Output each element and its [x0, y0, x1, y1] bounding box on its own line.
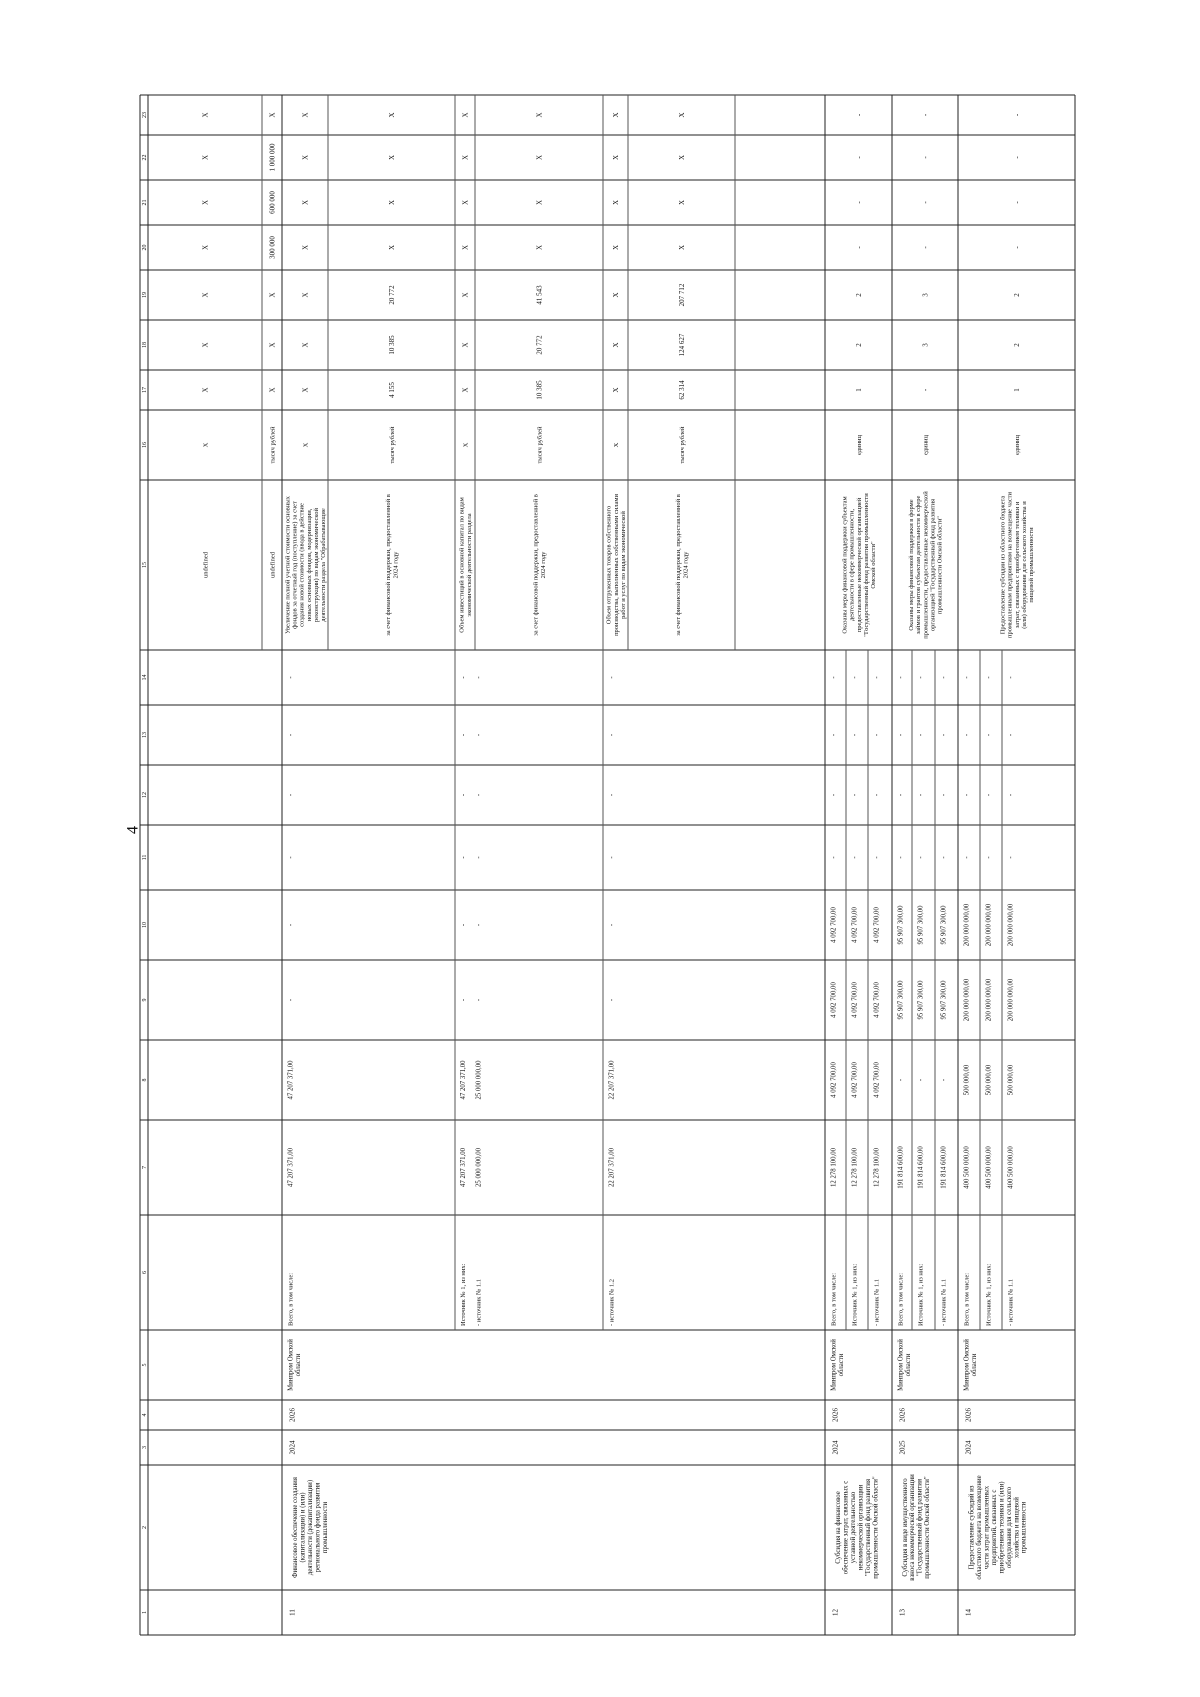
- column-number: 22: [142, 154, 149, 161]
- source-value: -: [830, 793, 838, 797]
- indicator-value: X: [461, 154, 470, 161]
- source-label: - источник № 1.2: [608, 1279, 616, 1326]
- source-value: -: [940, 676, 948, 679]
- indicator-value: X: [268, 292, 277, 298]
- source-value: 95 907 300,00: [897, 905, 905, 945]
- source-value: 4 092 700,00: [873, 907, 881, 943]
- source-value: 200 000 000,00: [963, 978, 971, 1022]
- indicator-value: -: [854, 246, 863, 249]
- source-value: 25 000 000,00: [475, 1060, 483, 1100]
- source-value: -: [985, 676, 993, 679]
- indicator-value: X: [611, 112, 620, 118]
- source-value: -: [459, 998, 467, 1002]
- indicator-name: за счет финансовой поддержки, предоставленной в2024 году: [675, 494, 690, 636]
- indicator-value: 20 772: [387, 285, 396, 305]
- source-value: -: [985, 856, 993, 859]
- indicator-unit: единиц: [1013, 434, 1021, 456]
- indicator-value: 4 155: [387, 382, 396, 398]
- indicator-value: -: [854, 156, 863, 159]
- indicator-value: X: [461, 387, 470, 393]
- source-value: 4 092 700,00: [873, 982, 881, 1018]
- source-value: 191 814 600,00: [940, 1146, 948, 1189]
- source-value: -: [897, 733, 905, 737]
- indicator-value: -: [921, 388, 930, 392]
- indicator-value: X: [301, 244, 310, 251]
- source-value: -: [459, 733, 467, 737]
- indicator-unit: X: [302, 442, 310, 448]
- column-number: 12: [142, 792, 149, 798]
- indicator-value: X: [611, 154, 620, 161]
- indicator-value: X: [201, 199, 210, 206]
- indicator-value: X: [301, 387, 310, 393]
- column-number: 2: [142, 1526, 149, 1529]
- indicator-value: X: [201, 154, 210, 161]
- source-label: Всего, в том числе:: [897, 1272, 905, 1326]
- source-value: 200 000 000,00: [1007, 903, 1015, 947]
- indicator-value: -: [1012, 113, 1021, 117]
- indicator-name: Оказаны меры финансовой поддержки в формезаймов и грантов субъектам деятельности в сферепромышленности, предоставленные некоммерческойорганизацией "Государственный фонд развитияпромышленности Омской области": [907, 491, 944, 639]
- source-value: 4 092 700,00: [830, 982, 838, 1018]
- source-value: 200 000 000,00: [985, 978, 993, 1022]
- row-number: 13: [898, 1609, 907, 1616]
- source-value: -: [287, 733, 295, 737]
- indicator-value: X: [611, 387, 620, 393]
- source-value: -: [1007, 733, 1015, 737]
- indicator-name: за счет финансовой поддержки, предоставленной в2024 году: [385, 494, 400, 636]
- indicator-value: -: [1012, 201, 1021, 204]
- source-value: 12 278 100,00: [873, 1147, 881, 1188]
- column-number: 4: [142, 1413, 149, 1417]
- source-label: Источник № 1, из них:: [985, 1263, 993, 1326]
- indicator-unit: единиц: [855, 434, 863, 456]
- indicator-value: X: [268, 112, 277, 118]
- source-value: 191 814 600,00: [917, 1146, 925, 1189]
- indicator-name: за счет финансовой поддержки, предоставленной в2024 году: [532, 494, 547, 636]
- source-value: -: [475, 793, 483, 797]
- indicator-value: X: [268, 387, 277, 393]
- indicator-value: X: [535, 244, 544, 251]
- source-value: -: [917, 856, 925, 859]
- source-value: -: [963, 733, 971, 737]
- source-value: 95 907 300,00: [940, 980, 948, 1020]
- indicator-name: undefined: [202, 552, 210, 578]
- source-value: -: [917, 733, 925, 737]
- indicator-value: 3: [921, 293, 930, 297]
- source-value: -: [459, 923, 467, 927]
- source-value: 4 092 700,00: [830, 907, 838, 943]
- source-value: -: [608, 998, 616, 1002]
- source-label: Источник № 1, из них:: [917, 1263, 925, 1326]
- source-value: -: [287, 923, 295, 927]
- indicator-value: -: [1012, 246, 1021, 249]
- indicator-value: X: [201, 244, 210, 251]
- source-value: -: [608, 923, 616, 927]
- source-label: - источник № 1.1: [873, 1279, 881, 1326]
- source-value: 47 207 371,00: [459, 1147, 467, 1188]
- source-value: -: [851, 793, 859, 797]
- executor: Минпром Омскойобласти: [287, 1339, 303, 1391]
- source-value: -: [985, 793, 993, 797]
- column-number: 9: [142, 998, 149, 1002]
- indicator-value: X: [535, 199, 544, 206]
- column-number: 13: [142, 732, 149, 738]
- source-value: 22 207 371,00: [608, 1147, 616, 1188]
- source-value: 95 907 300,00: [917, 905, 925, 945]
- source-value: 400 500 000,00: [963, 1146, 971, 1189]
- indicator-value: X: [301, 199, 310, 206]
- indicator-unit: тысяч рублей: [388, 426, 396, 464]
- source-value: -: [873, 676, 881, 679]
- source-value: -: [608, 793, 616, 797]
- indicator-value: 2: [854, 293, 863, 297]
- column-number: 7: [142, 1166, 149, 1169]
- year-end: 2026: [288, 1408, 297, 1422]
- source-value: 4 092 700,00: [830, 1062, 838, 1098]
- source-value: 500 000,00: [985, 1064, 993, 1096]
- column-number: 20: [142, 244, 149, 251]
- source-value: -: [917, 793, 925, 797]
- source-value: -: [475, 856, 483, 859]
- source-value: -: [475, 676, 483, 679]
- source-label: Всего, в том числе:: [830, 1272, 838, 1326]
- indicator-name: Объем отгруженных товаров собственногопроизводства, выполненных собственными силамиработ и услуг по видам экономической: [605, 494, 627, 636]
- page-number: 4: [124, 826, 142, 834]
- column-number: 23: [142, 112, 149, 118]
- year-start: 2024: [288, 1440, 297, 1455]
- source-value: -: [963, 856, 971, 859]
- source-value: 400 500 000,00: [985, 1146, 993, 1189]
- indicator-value: 1: [854, 388, 863, 392]
- indicator-value: X: [301, 342, 310, 348]
- column-number: 6: [142, 1271, 149, 1274]
- indicator-value: 300 000: [268, 236, 277, 259]
- indicator-name: Объем инвестиций в основной капитал по видамэкономической деятельности раздела: [458, 497, 473, 633]
- source-value: -: [287, 856, 295, 859]
- source-label: Источник № 1, из них:: [851, 1263, 859, 1326]
- source-value: 47 207 371,00: [459, 1060, 467, 1100]
- indicator-value: 1: [1012, 388, 1021, 392]
- indicator-name: undefined: [269, 552, 277, 578]
- column-number: 17: [142, 387, 149, 393]
- row-number: 14: [964, 1609, 973, 1616]
- indicator-value: X: [611, 199, 620, 206]
- source-value: 25 000 000,00: [475, 1147, 483, 1188]
- column-number: 3: [142, 1446, 149, 1449]
- source-value: -: [917, 1078, 925, 1082]
- source-value: 22 207 371,00: [608, 1060, 616, 1100]
- indicator-value: X: [461, 342, 470, 348]
- source-value: -: [608, 733, 616, 737]
- column-number: 14: [142, 674, 149, 681]
- source-value: -: [897, 856, 905, 859]
- source-value: 12 278 100,00: [830, 1147, 838, 1188]
- indicator-name: Увеличение полной учетной стоимости основныхфондов за отчетный год (поступление) за счетсоздания новой стоимости (ввода в действиеновых основных фондов, модернизации,реконструкции) по видам экономическойдеятельности раздела "Обрабатывающие: [284, 496, 328, 634]
- indicator-value: 41 543: [535, 285, 544, 305]
- source-value: -: [985, 733, 993, 737]
- source-value: -: [917, 676, 925, 679]
- source-value: -: [287, 998, 295, 1002]
- column-number: 1: [142, 1611, 149, 1614]
- indicator-value: -: [921, 246, 930, 249]
- source-value: -: [873, 856, 881, 859]
- source-value: -: [940, 1078, 948, 1082]
- indicator-value: 10 385: [535, 380, 544, 400]
- indicator-name: Оказаны меры финансовой поддержки субъектамдеятельности в сфере промышленности,предоставленные некоммерческой организацией"Государственный фонд развития промышленностиОмской области": [841, 493, 878, 637]
- source-value: -: [287, 676, 295, 679]
- indicator-value: X: [201, 387, 210, 393]
- indicator-value: 10 385: [387, 335, 396, 355]
- year-end: 2026: [964, 1408, 973, 1422]
- indicator-value: -: [854, 113, 863, 117]
- indicator-value: X: [611, 244, 620, 251]
- indicator-unit: тысяч рублей: [269, 426, 277, 464]
- source-value: -: [475, 998, 483, 1002]
- row-number: 12: [831, 1609, 840, 1616]
- column-number: 5: [142, 1363, 149, 1367]
- source-value: 4 092 700,00: [851, 1062, 859, 1098]
- year-end: 2026: [831, 1408, 840, 1422]
- indicator-unit: X: [202, 442, 210, 448]
- source-value: 191 814 600,00: [897, 1146, 905, 1189]
- column-number: 19: [142, 292, 149, 298]
- indicator-value: X: [677, 154, 686, 161]
- source-value: 500 000,00: [963, 1064, 971, 1096]
- event-name: Субсидия в виде имущественноговзноса некоммерческой организации"Государственный фонд развитияпромышленности Омской области": [901, 1474, 932, 1581]
- indicator-value: 124 627: [677, 333, 686, 357]
- column-number: 15: [142, 562, 149, 568]
- column-number: 11: [142, 854, 149, 861]
- indicator-unit: тысяч рублей: [678, 426, 686, 464]
- executor: Минпром Омскойобласти: [963, 1339, 979, 1391]
- indicator-value: 2: [854, 343, 863, 347]
- source-value: -: [830, 856, 838, 859]
- source-value: -: [830, 676, 838, 679]
- indicator-value: -: [854, 201, 863, 204]
- source-value: -: [873, 733, 881, 737]
- event-name: Финансовое обеспечение создания(капитализации) и (или)деятельности (докапитализации)регионального фонда развитияпромышленности: [291, 1477, 329, 1578]
- indicator-value: -: [921, 201, 930, 204]
- indicator-value: X: [301, 292, 310, 298]
- source-value: 500 000,00: [1007, 1064, 1015, 1096]
- source-value: 200 000 000,00: [1007, 978, 1015, 1022]
- source-label: - источник № 1.1: [475, 1279, 483, 1326]
- year-start: 2025: [898, 1440, 907, 1455]
- indicator-value: X: [461, 112, 470, 118]
- source-label: - источник № 1.1: [940, 1279, 948, 1326]
- year-start: 2024: [964, 1440, 973, 1455]
- indicator-unit: тысяч рублей: [536, 426, 544, 464]
- source-value: -: [608, 856, 616, 859]
- indicator-value: X: [677, 244, 686, 251]
- indicator-value: X: [461, 292, 470, 298]
- indicator-value: 207 712: [677, 283, 686, 307]
- source-value: -: [963, 793, 971, 797]
- source-value: -: [459, 793, 467, 797]
- source-label: Всего, в том числе:: [963, 1272, 971, 1326]
- source-value: 47 207 371,00: [287, 1147, 295, 1188]
- indicator-value: 2: [1012, 343, 1021, 347]
- indicator-value: X: [201, 292, 210, 298]
- indicator-value: 20 772: [535, 335, 544, 355]
- column-number: 21: [142, 199, 149, 206]
- source-value: -: [940, 733, 948, 737]
- source-value: -: [1007, 793, 1015, 797]
- source-value: 400 500 000,00: [1007, 1146, 1015, 1189]
- source-value: -: [897, 1078, 905, 1082]
- source-value: -: [830, 733, 838, 737]
- source-value: 95 907 300,00: [897, 980, 905, 1020]
- source-value: -: [459, 856, 467, 859]
- indicator-value: X: [301, 154, 310, 161]
- source-value: -: [940, 793, 948, 797]
- executor: Минпром Омскойобласти: [897, 1339, 913, 1391]
- source-value: -: [940, 856, 948, 859]
- indicator-value: 1 000 000: [268, 143, 277, 172]
- indicator-value: -: [1012, 156, 1021, 159]
- indicator-value: X: [535, 154, 544, 161]
- indicator-value: X: [677, 112, 686, 118]
- column-number: 10: [142, 922, 149, 928]
- source-value: -: [287, 793, 295, 797]
- indicator-value: X: [535, 112, 544, 118]
- year-end: 2026: [898, 1408, 907, 1422]
- indicator-value: 62 314: [677, 380, 686, 400]
- indicator-unit: единиц: [922, 434, 930, 456]
- source-value: -: [851, 856, 859, 859]
- source-value: -: [897, 793, 905, 797]
- column-number: 18: [142, 342, 149, 348]
- indicator-unit: X: [462, 442, 470, 448]
- indicator-value: -: [921, 156, 930, 159]
- source-label: - источник № 1.1: [1007, 1279, 1015, 1326]
- source-value: -: [459, 676, 467, 679]
- indicator-value: 600 000: [268, 191, 277, 214]
- indicator-value: X: [387, 244, 396, 251]
- indicator-value: -: [921, 113, 930, 117]
- source-value: 47 207 371,00: [287, 1060, 295, 1100]
- source-value: 95 907 300,00: [940, 905, 948, 945]
- indicator-value: X: [677, 199, 686, 206]
- source-value: -: [1007, 676, 1015, 679]
- source-value: -: [873, 793, 881, 797]
- indicator-value: X: [301, 112, 310, 118]
- indicator-unit: X: [612, 442, 620, 448]
- indicator-value: X: [387, 154, 396, 161]
- event-name: Субсидия на финансовоеобеспечение затрат, связанных суставной деятельностьюнекоммерческой организации"Государственный фонд развитияпромышленности Омской области": [835, 1476, 880, 1579]
- event-name: Предоставление субсидий изобластного бюджета на возмещениечасти затрат промышленныхпредприятий, связанных сприобретением техники и (или)оборудования для сельскогохозяйства и пищевойпромышленности: [968, 1475, 1028, 1580]
- column-number: 8: [142, 1078, 149, 1082]
- source-value: 12 278 100,00: [851, 1147, 859, 1188]
- column-number: 16: [142, 442, 149, 448]
- source-value: -: [475, 923, 483, 927]
- table-text: [125, 112, 1035, 1616]
- source-value: 200 000 000,00: [963, 903, 971, 947]
- row-number: 11: [288, 1609, 297, 1616]
- table-grid: [140, 95, 1075, 1635]
- source-value: 95 907 300,00: [917, 980, 925, 1020]
- year-start: 2024: [831, 1440, 840, 1455]
- indicator-value: X: [611, 342, 620, 348]
- indicator-value: X: [461, 244, 470, 251]
- executor: Минпром Омскойобласти: [830, 1339, 846, 1391]
- indicator-value: X: [387, 112, 396, 118]
- source-value: -: [897, 676, 905, 679]
- indicator-value: X: [201, 342, 210, 348]
- source-value: -: [608, 676, 616, 679]
- source-value: -: [851, 733, 859, 737]
- indicator-value: 2: [1012, 293, 1021, 297]
- indicator-value: 3: [921, 343, 930, 347]
- indicator-value: X: [201, 112, 210, 118]
- source-label: Источник № 1, из них:: [459, 1263, 467, 1326]
- indicator-value: X: [387, 199, 396, 206]
- indicator-value: X: [611, 292, 620, 298]
- source-value: -: [1007, 856, 1015, 859]
- indicator-value: X: [461, 199, 470, 206]
- indicator-value: X: [268, 342, 277, 348]
- source-value: 200 000 000,00: [985, 903, 993, 947]
- source-label: Всего, в том числе:: [287, 1272, 295, 1326]
- source-value: 4 092 700,00: [873, 1062, 881, 1098]
- source-value: -: [475, 733, 483, 737]
- source-value: 4 092 700,00: [851, 982, 859, 1018]
- indicator-name: Предоставление субсидии из областного бюджетапромышленным предприятиям на возмещение частизатрат, связанных с приобретением техники и(или) оборудования для сельского хозяйства ипищевой промышленности: [999, 491, 1036, 639]
- source-value: 4 092 700,00: [851, 907, 859, 943]
- source-value: -: [963, 676, 971, 679]
- source-value: -: [851, 676, 859, 679]
